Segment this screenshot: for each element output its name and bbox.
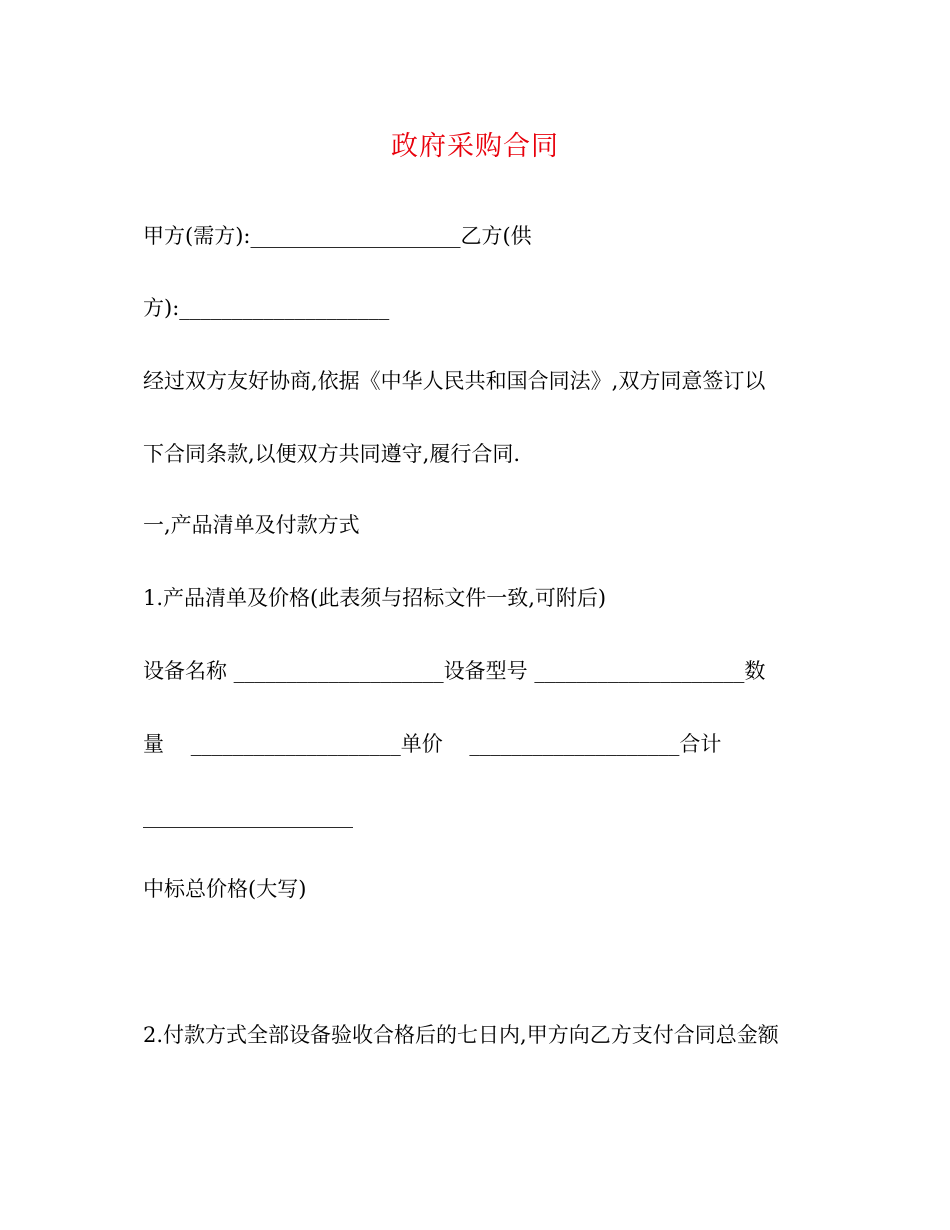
total-blank-line: ____________________ (143, 804, 353, 828)
quantity-price-line: 量 ____________________单价 ____________________合计 (143, 732, 722, 756)
payment-method-line: 2.付款方式全部设备验收合格后的七日内,甲方向乙方支付合同总金额 (143, 1023, 779, 1047)
document-title: 政府采购合同 (391, 131, 559, 162)
intro-paragraph-line-1: 经过双方友好协商,依据《中华人民共和国合同法》,双方同意签订以 (143, 369, 766, 393)
party-a-line: 甲方(需方):____________________乙方(供 (143, 224, 532, 248)
equipment-name-model-line: 设备名称 ____________________设备型号 ____________________数 (143, 659, 766, 683)
winning-price-line: 中标总价格(大写) (143, 877, 307, 901)
item-1-heading: 1.产品清单及价格(此表须与招标文件一致,可附后) (143, 586, 607, 610)
party-b-line: 方):____________________ (143, 296, 390, 320)
section-heading: 一,产品清单及付款方式 (143, 513, 360, 537)
intro-paragraph-line-2: 下合同条款,以便双方共同遵守,履行合同. (143, 442, 521, 466)
